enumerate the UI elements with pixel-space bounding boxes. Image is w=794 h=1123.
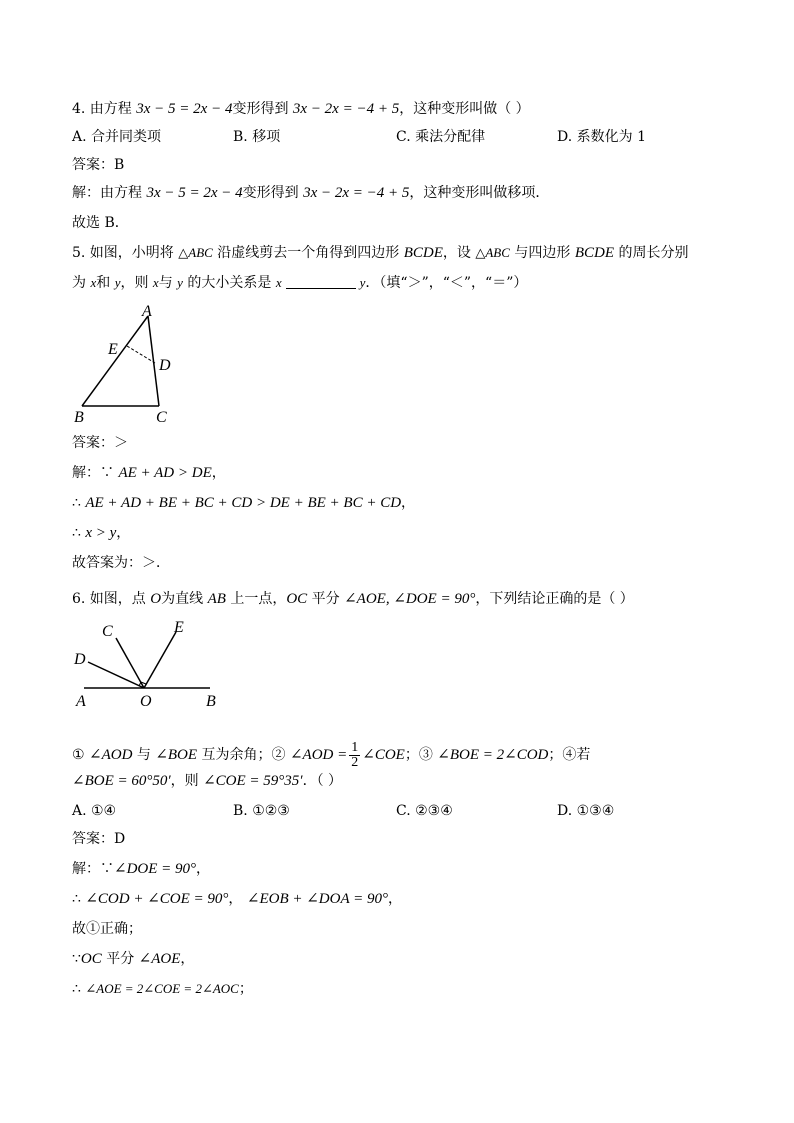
q6-statements-line-2: ∠BOE = 60°50′，则 ∠COE = 59°35′．（ ） — [72, 773, 343, 789]
q4-option-d: D. 系数化为 1 — [557, 129, 646, 145]
q6-label-a: A — [76, 693, 86, 710]
q6-statements-line-1: ① ∠AOD 与 ∠BOE 互为余角；② ∠AOD = $\frac{1}{2}$ ∠COE；③ ∠BOE = 2∠COD；④若 — [72, 739, 591, 770]
q5-label-b: B — [74, 409, 84, 426]
q6-label-e: E — [174, 619, 184, 636]
q6-angle-figure — [72, 616, 232, 710]
q5-solution-2: ∴ AE + AD + BE + BC + CD > DE + BE + BC + CD， — [72, 495, 416, 511]
q6-option-b: B. ①②③ — [233, 803, 290, 819]
q5-stem-line-1: 5. 如图，小明将 △ABC 沿虚线剪去一个角得到四边形 BCDE，设 △ABC 与四边形 BCDE 的周长分别 — [72, 245, 689, 261]
q5-label-d: D — [159, 357, 171, 374]
q5-label-a: A — [142, 303, 152, 320]
q6-answer: 答案：D — [72, 831, 126, 847]
q5-label-e: E — [108, 341, 118, 358]
q6-solution-5: ∴ ∠AOE = 2∠COE = 2∠AOC； — [72, 981, 253, 997]
q5-answer-blank — [286, 274, 356, 289]
q6-label-c: C — [102, 623, 113, 640]
q4-equation-1: 3x − 5 = 2x − 4 — [136, 101, 233, 117]
q6-ray-oe — [144, 632, 176, 688]
q6-solution-2: ∴ ∠COD + ∠COE = 90°， ∠EOB + ∠DOA = 90°， — [72, 891, 402, 907]
q4-option-a: A. 合并同类项 — [72, 129, 162, 145]
q6-fraction-half: $\frac{1}{2}$ — [351, 739, 359, 770]
q6-option-c: C. ②③④ — [396, 803, 453, 819]
q6-option-a: A. ①④ — [72, 803, 117, 819]
q4-equation-2: 3x − 2x = −4 + 5 — [292, 101, 400, 117]
q4-option-b: B. 移项 — [233, 129, 281, 145]
q5-stem-line-2: 为 x和 y，则 x与 y 的大小关系是 x y．（填“＞”，“＜”，“＝”） — [72, 275, 528, 291]
q5-segment-ac — [148, 316, 159, 406]
q4-answer: 答案：B — [72, 157, 125, 173]
q6-label-b: B — [206, 693, 216, 710]
q6-solution-4: ∵OC 平分 ∠AOE， — [72, 951, 195, 967]
q6-label-d: D — [74, 651, 86, 668]
q6-solution-3: 故①正确； — [72, 921, 142, 937]
q6-option-d: D. ①③④ — [557, 803, 615, 819]
q6-ray-oc — [116, 638, 144, 688]
q6-ray-od — [88, 662, 144, 688]
q5-solution-3: ∴ x > y， — [72, 525, 131, 541]
q5-answer: 答案：＞ — [72, 435, 128, 451]
q4-stem: 4. 由方程 3x − 5 = 2x − 4变形得到 3x − 2x = −4 + 5，这种变形叫做（ ） — [72, 101, 530, 117]
q5-dashed-cut-ed — [127, 346, 155, 363]
q5-triangle-figure — [72, 302, 192, 426]
q4-conclusion: 故选 B． — [72, 215, 129, 231]
q6-solution-1: 解：∵∠DOE = 90°， — [72, 861, 211, 877]
q5-label-c: C — [156, 409, 167, 426]
q6-label-o: O — [140, 693, 152, 710]
q6-stem: 6. 如图，点 O为直线 AB 上一点，OC 平分 ∠AOE, ∠DOE = 90°，下列结论正确的是（ ） — [72, 591, 634, 607]
q5-solution-1: 解：∵ AE + AD > DE， — [72, 465, 226, 481]
q5-segment-ab — [82, 316, 148, 406]
q5-conclusion: 故答案为：＞． — [72, 555, 170, 571]
q4-solution: 解：由方程 3x − 5 = 2x − 4变形得到 3x − 2x = −4 + 5，这种变形叫做移项． — [72, 185, 550, 201]
q4-option-c: C. 乘法分配律 — [396, 129, 486, 145]
